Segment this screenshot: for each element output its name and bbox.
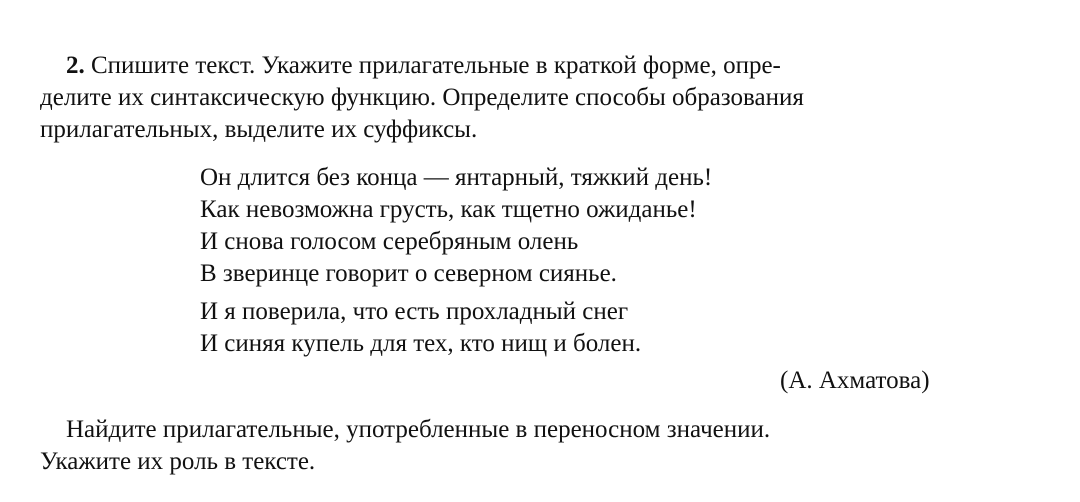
exercise-line-3: прилагательных, выделите их суффиксы. [40, 116, 478, 143]
task-line-1: Найдите прилагательные, употребленные в переносном значении. [66, 416, 771, 443]
exercise-number: 2. [66, 52, 85, 79]
poem-line: И синяя купель для тех, кто нищ и болен. [200, 330, 642, 357]
poem-stanza-1 [200, 162, 712, 290]
poem-line: И я поверила, что есть прохладный снег [200, 298, 629, 325]
poem-line: В зверинце говорит о северном сиянье. [200, 260, 617, 287]
exercise-text-1: Спишите текст. Укажите прилагательные в краткой форме, опре- [91, 52, 781, 79]
follow-up-task [40, 414, 1040, 478]
poem-excerpt [200, 162, 712, 366]
task-line-2: Укажите их роль в тексте. [40, 448, 316, 475]
exercise-line-1 [40, 50, 1040, 82]
poem-line: Как невозможна грусть, как тщетно ожиданье! [200, 196, 697, 223]
poem-stanza-2 [200, 296, 712, 360]
poem-line: Он длится без конца — янтарный, тяжкий день! [200, 164, 713, 191]
exercise-instructions [40, 50, 1040, 146]
poem-line: И снова голосом серебряным олень [200, 228, 579, 255]
exercise-line-2: делите их синтаксическую функцию. Определите способы образования [40, 84, 804, 111]
poem-author: (А. Ахматова) [780, 367, 930, 394]
